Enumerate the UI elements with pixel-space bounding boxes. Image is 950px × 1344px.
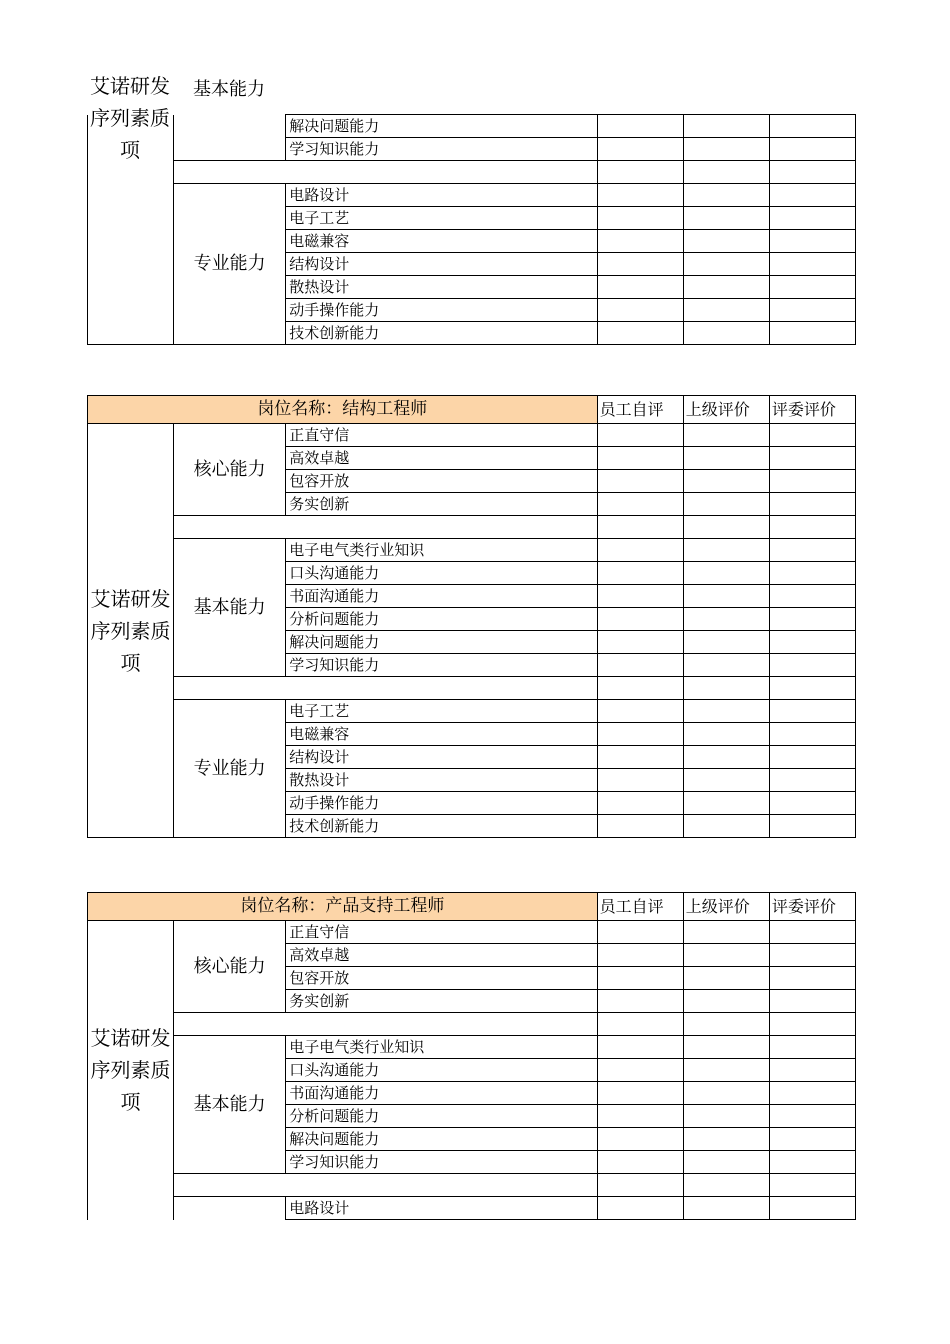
committee-score-cell[interactable] (769, 424, 855, 447)
item-label: 分析问题能力 (286, 608, 597, 631)
committee-score-cell[interactable] (769, 677, 855, 700)
committee-score-cell[interactable] (769, 1036, 855, 1059)
committee-score-cell[interactable] (769, 562, 855, 585)
item-label: 技术创新能力 (286, 322, 597, 345)
committee-score-cell[interactable] (769, 944, 855, 967)
superior-score-cell[interactable] (683, 539, 769, 562)
blank-row (174, 1174, 598, 1197)
item-label: 动手操作能力 (286, 299, 597, 322)
committee-score-cell[interactable] (769, 447, 855, 470)
item-label: 书面沟通能力 (286, 585, 597, 608)
superior-score-cell[interactable] (683, 723, 769, 746)
superior-score-cell[interactable] (683, 1036, 769, 1059)
committee-score-cell[interactable] (769, 299, 855, 322)
self-score-cell[interactable] (597, 424, 683, 447)
superior-score-cell[interactable] (683, 562, 769, 585)
self-score-cell[interactable] (597, 921, 683, 944)
self-score-cell[interactable] (597, 1036, 683, 1059)
self-score-cell[interactable] (597, 184, 683, 207)
item-label: 动手操作能力 (286, 792, 597, 815)
sequence-label: 艾诺研发序列素质项 (90, 74, 170, 162)
superior-score-cell[interactable] (683, 1082, 769, 1105)
self-score-cell[interactable] (597, 700, 683, 723)
committee-score-cell[interactable] (769, 322, 855, 345)
superior-score-cell[interactable] (683, 990, 769, 1013)
self-score-cell[interactable] (597, 769, 683, 792)
committee-score-cell[interactable] (769, 1082, 855, 1105)
superior-score-cell[interactable] (683, 447, 769, 470)
self-score-cell[interactable] (597, 1197, 683, 1220)
committee-score-cell[interactable] (769, 470, 855, 493)
committee-score-cell[interactable] (769, 138, 855, 161)
superior-score-cell[interactable] (683, 322, 769, 345)
category-cell (174, 115, 286, 161)
committee-score-cell[interactable] (769, 608, 855, 631)
sequence-label: 艾诺研发序列素质项 (88, 921, 174, 1220)
eval-table-3 (87, 892, 856, 1220)
category-basic: 基本能力 (174, 1036, 286, 1174)
item-label: 电子工艺 (286, 700, 597, 723)
committee-score-cell[interactable] (769, 161, 855, 184)
item-label: 电子工艺 (286, 207, 597, 230)
superior-score-cell[interactable] (683, 1059, 769, 1082)
committee-score-cell[interactable] (769, 184, 855, 207)
category-core: 核心能力 (174, 424, 286, 516)
superior-score-cell[interactable] (683, 746, 769, 769)
superior-score-cell[interactable] (683, 1128, 769, 1151)
superior-score-cell[interactable] (683, 230, 769, 253)
self-score-cell[interactable] (597, 1105, 683, 1128)
committee-score-cell[interactable] (769, 1128, 855, 1151)
superior-score-cell[interactable] (683, 1105, 769, 1128)
superior-score-cell[interactable] (683, 654, 769, 677)
committee-score-cell[interactable] (769, 792, 855, 815)
self-score-cell[interactable] (597, 654, 683, 677)
self-score-cell[interactable] (597, 631, 683, 654)
committee-score-cell[interactable] (769, 723, 855, 746)
committee-score-cell[interactable] (769, 631, 855, 654)
superior-score-cell[interactable] (683, 1197, 769, 1220)
superior-score-cell[interactable] (683, 299, 769, 322)
item-label: 正直守信 (286, 424, 597, 447)
superior-score-cell[interactable] (683, 608, 769, 631)
self-score-cell[interactable] (597, 746, 683, 769)
self-score-cell[interactable] (597, 944, 683, 967)
item-label: 书面沟通能力 (286, 1082, 597, 1105)
item-label: 结构设计 (286, 253, 597, 276)
header-superior: 上级评价 (683, 893, 769, 921)
category-basic: 基本能力 (193, 79, 265, 100)
header-superior: 上级评价 (683, 396, 769, 424)
committee-score-cell[interactable] (769, 700, 855, 723)
eval-table-2 (87, 395, 856, 838)
category-basic: 基本能力 (174, 539, 286, 677)
committee-score-cell[interactable] (769, 1059, 855, 1082)
committee-score-cell[interactable] (769, 921, 855, 944)
item-label: 包容开放 (286, 967, 597, 990)
superior-score-cell[interactable] (683, 944, 769, 967)
self-score-cell[interactable] (597, 1013, 683, 1036)
item-label: 包容开放 (286, 470, 597, 493)
item-label: 结构设计 (286, 746, 597, 769)
committee-score-cell[interactable] (769, 1174, 855, 1197)
self-score-cell[interactable] (597, 207, 683, 230)
header-self: 员工自评 (597, 893, 683, 921)
eval-table-1 (87, 114, 856, 345)
item-label: 分析问题能力 (286, 1105, 597, 1128)
committee-score-cell[interactable] (769, 654, 855, 677)
committee-score-cell[interactable] (769, 539, 855, 562)
header-self: 员工自评 (597, 396, 683, 424)
superior-score-cell[interactable] (683, 470, 769, 493)
sequence-label: 艾诺研发序列素质项 (88, 424, 174, 838)
committee-score-cell[interactable] (769, 276, 855, 299)
superior-score-cell[interactable] (683, 207, 769, 230)
self-score-cell[interactable] (597, 470, 683, 493)
self-score-cell[interactable] (597, 792, 683, 815)
item-label: 学习知识能力 (286, 138, 597, 161)
header-committee: 评委评价 (769, 893, 855, 921)
blank-row (174, 1013, 598, 1036)
item-label: 学习知识能力 (286, 654, 597, 677)
category-pro: 专业能力 (174, 184, 286, 345)
self-score-cell[interactable] (597, 1151, 683, 1174)
superior-score-cell[interactable] (683, 516, 769, 539)
superior-score-cell[interactable] (683, 815, 769, 838)
item-label: 解决问题能力 (286, 115, 597, 138)
item-label: 务实创新 (286, 990, 597, 1013)
position-title: 岗位名称：结构工程师 (88, 396, 598, 424)
item-label: 高效卓越 (286, 447, 597, 470)
self-score-cell[interactable] (597, 990, 683, 1013)
item-label: 解决问题能力 (286, 631, 597, 654)
committee-score-cell[interactable] (769, 769, 855, 792)
committee-score-cell[interactable] (769, 815, 855, 838)
item-label: 电子电气类行业知识 (286, 1036, 597, 1059)
item-label: 学习知识能力 (286, 1151, 597, 1174)
committee-score-cell[interactable] (769, 746, 855, 769)
item-label: 技术创新能力 (286, 815, 597, 838)
committee-score-cell[interactable] (769, 967, 855, 990)
position-title: 岗位名称：产品支持工程师 (88, 893, 598, 921)
sequence-cell (88, 115, 174, 345)
category-cell (174, 1197, 286, 1220)
item-label: 务实创新 (286, 493, 597, 516)
item-label: 电路设计 (286, 184, 597, 207)
item-label: 电磁兼容 (286, 723, 597, 746)
self-score-cell[interactable] (597, 230, 683, 253)
self-score-cell[interactable] (597, 1082, 683, 1105)
self-score-cell[interactable] (597, 253, 683, 276)
superior-score-cell[interactable] (683, 115, 769, 138)
self-score-cell[interactable] (597, 1174, 683, 1197)
superior-score-cell[interactable] (683, 138, 769, 161)
self-score-cell[interactable] (597, 516, 683, 539)
superior-score-cell[interactable] (683, 1013, 769, 1036)
self-score-cell[interactable] (597, 447, 683, 470)
committee-score-cell[interactable] (769, 1013, 855, 1036)
superior-score-cell[interactable] (683, 1151, 769, 1174)
item-label: 电路设计 (286, 1197, 597, 1220)
superior-score-cell[interactable] (683, 276, 769, 299)
superior-score-cell[interactable] (683, 253, 769, 276)
self-score-cell[interactable] (597, 138, 683, 161)
self-score-cell[interactable] (597, 276, 683, 299)
self-score-cell[interactable] (597, 1059, 683, 1082)
self-score-cell[interactable] (597, 608, 683, 631)
item-label: 电子电气类行业知识 (286, 539, 597, 562)
self-score-cell[interactable] (597, 115, 683, 138)
superior-score-cell[interactable] (683, 493, 769, 516)
superior-score-cell[interactable] (683, 921, 769, 944)
item-label: 散热设计 (286, 276, 597, 299)
item-label: 高效卓越 (286, 944, 597, 967)
self-score-cell[interactable] (597, 1128, 683, 1151)
item-label: 散热设计 (286, 769, 597, 792)
superior-score-cell[interactable] (683, 677, 769, 700)
superior-score-cell[interactable] (683, 792, 769, 815)
item-label: 解决问题能力 (286, 1128, 597, 1151)
self-score-cell[interactable] (597, 967, 683, 990)
committee-score-cell[interactable] (769, 115, 855, 138)
committee-score-cell[interactable] (769, 1105, 855, 1128)
self-score-cell[interactable] (597, 322, 683, 345)
blank-row (174, 161, 598, 184)
self-score-cell[interactable] (597, 723, 683, 746)
committee-score-cell[interactable] (769, 1151, 855, 1174)
committee-score-cell[interactable] (769, 516, 855, 539)
item-label: 口头沟通能力 (286, 1059, 597, 1082)
self-score-cell[interactable] (597, 161, 683, 184)
header-committee: 评委评价 (769, 396, 855, 424)
self-score-cell[interactable] (597, 677, 683, 700)
superior-score-cell[interactable] (683, 769, 769, 792)
superior-score-cell[interactable] (683, 967, 769, 990)
superior-score-cell[interactable] (683, 631, 769, 654)
superior-score-cell[interactable] (683, 424, 769, 447)
category-pro: 专业能力 (174, 700, 286, 838)
self-score-cell[interactable] (597, 562, 683, 585)
item-label: 正直守信 (286, 921, 597, 944)
committee-score-cell[interactable] (769, 990, 855, 1013)
superior-score-cell[interactable] (683, 585, 769, 608)
superior-score-cell[interactable] (683, 161, 769, 184)
superior-score-cell[interactable] (683, 1174, 769, 1197)
self-score-cell[interactable] (597, 493, 683, 516)
item-label: 口头沟通能力 (286, 562, 597, 585)
self-score-cell[interactable] (597, 585, 683, 608)
committee-score-cell[interactable] (769, 1197, 855, 1220)
superior-score-cell[interactable] (683, 700, 769, 723)
committee-score-cell[interactable] (769, 230, 855, 253)
blank-row (174, 677, 598, 700)
self-score-cell[interactable] (597, 539, 683, 562)
committee-score-cell[interactable] (769, 585, 855, 608)
superior-score-cell[interactable] (683, 184, 769, 207)
committee-score-cell[interactable] (769, 493, 855, 516)
item-label: 电磁兼容 (286, 230, 597, 253)
self-score-cell[interactable] (597, 815, 683, 838)
committee-score-cell[interactable] (769, 207, 855, 230)
self-score-cell[interactable] (597, 299, 683, 322)
committee-score-cell[interactable] (769, 253, 855, 276)
blank-row (174, 516, 598, 539)
category-core: 核心能力 (174, 921, 286, 1013)
